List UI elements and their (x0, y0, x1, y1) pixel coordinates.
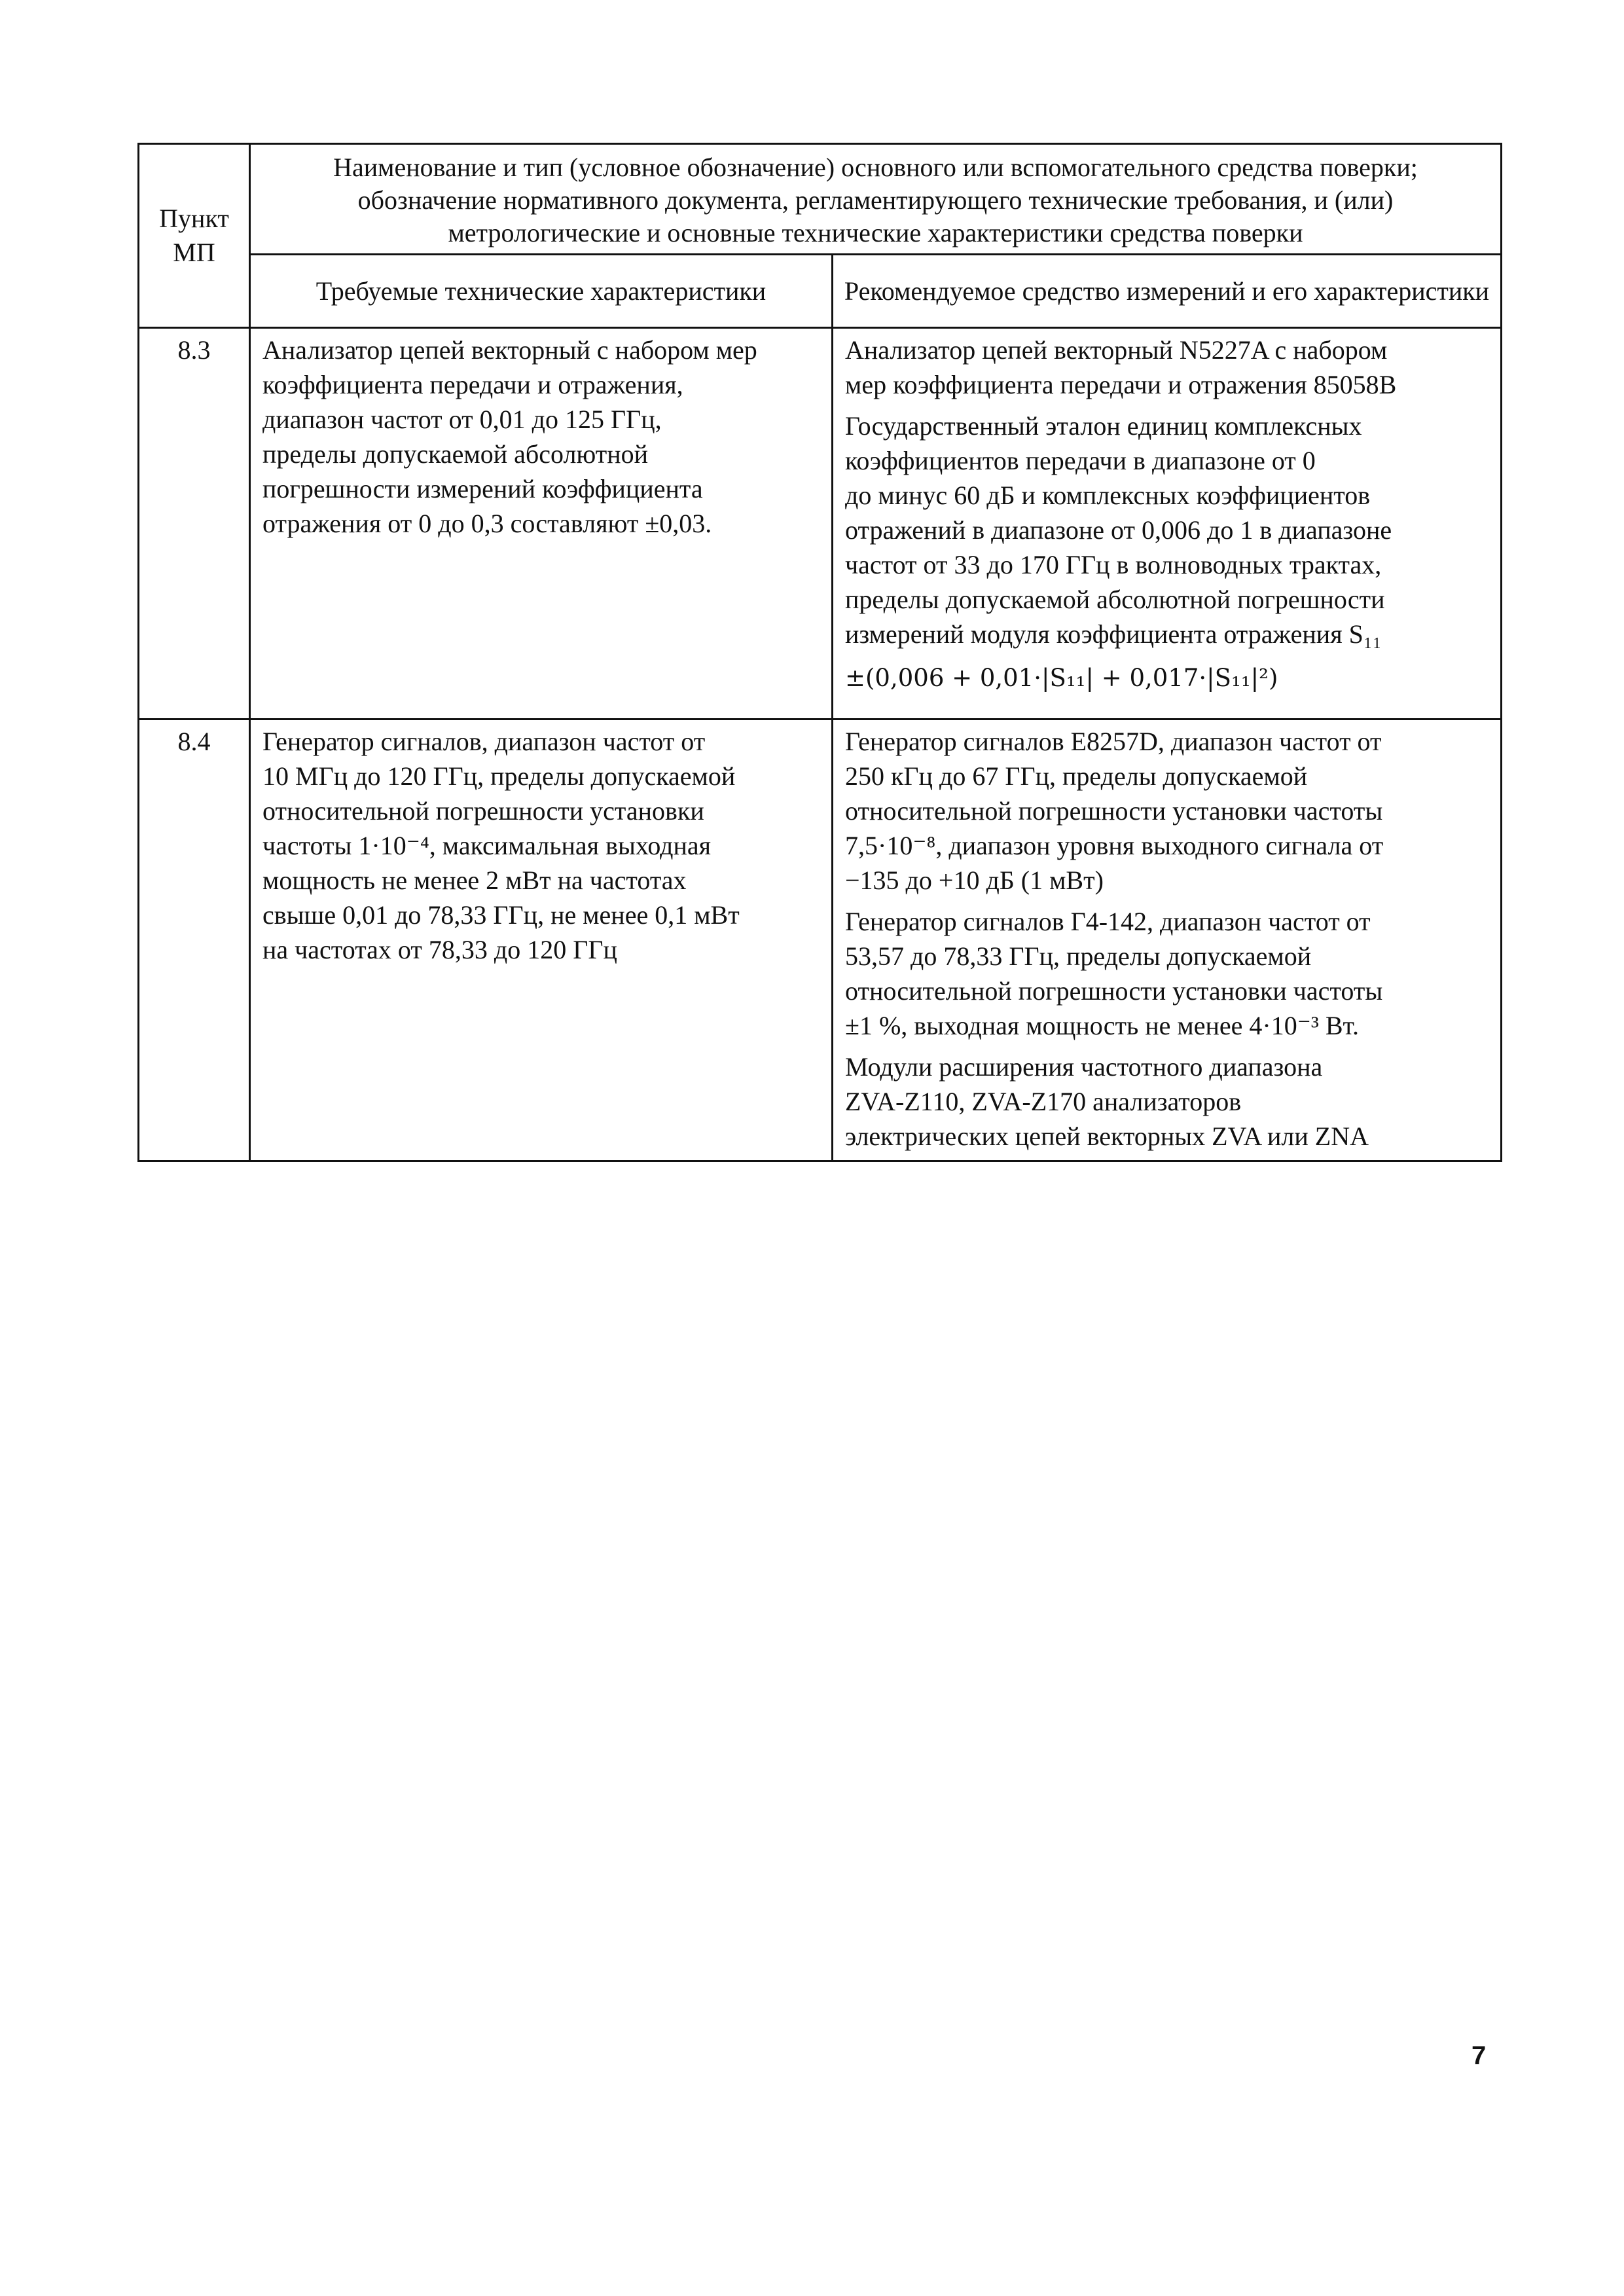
required-characteristics-cell (250, 328, 833, 720)
header-recommended-instrument: Рекомендуемое средство измерений и его характеристики (833, 255, 1502, 328)
text-line: Генератор сигналов E8257D, диапазон частот от (845, 727, 1382, 756)
instrument-paragraph (845, 409, 1490, 695)
header-main-line: обозначение нормативного документа, регламентирующего технические требования, и (или) (357, 185, 1394, 215)
text-line: измерений модуля коэффициента отражения S₁₁ (845, 619, 1382, 649)
instrument-paragraph (845, 1049, 1490, 1154)
text-line: погрешности измерений коэффициента (262, 474, 703, 503)
header-row-sub (139, 255, 1502, 328)
text-line: на частотах от 78,33 до 120 ГГц (262, 935, 617, 964)
text-line: мер коэффициента передачи и отражения 85058B (845, 370, 1397, 399)
text-line: 250 кГц до 67 ГГц, пределы допускаемой (845, 761, 1308, 791)
recommended-instrument-cell (833, 720, 1502, 1161)
instrument-paragraph (845, 904, 1490, 1043)
text-line: до минус 60 дБ и комплексных коэффициентов (845, 481, 1371, 510)
text-line: 10 МГц до 120 ГГц, пределы допускаемой (262, 761, 736, 791)
text-line: отражения от 0 до 0,3 составляют ±0,03. (262, 509, 712, 538)
text-line: отражений в диапазоне от 0,006 до 1 в диапазоне (845, 515, 1392, 545)
instrument-paragraph (845, 333, 1490, 402)
instrument-paragraph (845, 724, 1490, 898)
text-line: Анализатор цепей векторный N5227A с набором (845, 335, 1388, 365)
text-line: частоты 1·10⁻⁴, максимальная выходная (262, 831, 712, 860)
text-line: 7,5·10⁻⁸, диапазон уровня выходного сигнала от (845, 831, 1384, 860)
text-line: коэффициентов передачи в диапазоне от 0 (845, 446, 1316, 475)
error-formula: ±(0,006 + 0,01·|S₁₁| + 0,017·|S₁₁|²) (845, 664, 1278, 692)
text-line: относительной погрешности установки частоты (845, 976, 1383, 1006)
required-characteristics-cell (250, 720, 833, 1161)
header-main-title (250, 144, 1502, 255)
text-line: Модули расширения частотного диапазона (845, 1052, 1323, 1082)
recommended-instrument-cell (833, 328, 1502, 720)
text-line: ZVA-Z110, ZVA-Z170 анализаторов (845, 1087, 1242, 1116)
text-line: свыше 0,01 до 78,33 ГГц, не менее 0,1 мВт (262, 900, 740, 930)
item-number: 8.3 (139, 328, 250, 720)
text-line: коэффициента передачи и отражения, (262, 370, 683, 399)
text-line: −135 до +10 дБ (1 мВт) (845, 866, 1104, 895)
text-line: пределы допускаемой абсолютной (262, 439, 649, 469)
text-line: Государственный эталон единиц комплексных (845, 411, 1362, 441)
table-row (139, 720, 1502, 1161)
text-line: Генератор сигналов Г4-142, диапазон частот от (845, 907, 1371, 936)
text-line: мощность не менее 2 мВт на частотах (262, 866, 687, 895)
page-number: 7 (1471, 2041, 1487, 2070)
header-row-main (139, 144, 1502, 255)
header-main-line: Наименование и тип (условное обозначение) основного или вспомогательного средства поверки; (333, 153, 1418, 182)
verification-means-table (137, 143, 1502, 1162)
text-line: ±1 %, выходная мощность не менее 4·10⁻³ Вт. (845, 1011, 1359, 1040)
text-line: электрических цепей векторных ZVA или ZNA (845, 1121, 1369, 1151)
text-line: пределы допускаемой абсолютной погрешности (845, 585, 1385, 614)
text-line: диапазон частот от 0,01 до 125 ГГц, (262, 405, 662, 434)
header-main-line: метрологические и основные технические характеристики средства поверки (448, 218, 1303, 247)
text-line: Анализатор цепей векторный с набором мер (262, 335, 757, 365)
text-line: относительной погрешности установки частоты (845, 796, 1383, 826)
text-line: 53,57 до 78,33 ГГц, пределы допускаемой (845, 941, 1312, 971)
header-required-characteristics: Требуемые технические характеристики (250, 255, 833, 328)
text-line: частот от 33 до 170 ГГц в волноводных трактах, (845, 550, 1382, 579)
text-line: Генератор сигналов, диапазон частот от (262, 727, 706, 756)
text-line: относительной погрешности установки (262, 796, 704, 826)
table-row (139, 328, 1502, 720)
item-number: 8.4 (139, 720, 250, 1161)
header-item-number: Пункт МП (139, 144, 250, 328)
